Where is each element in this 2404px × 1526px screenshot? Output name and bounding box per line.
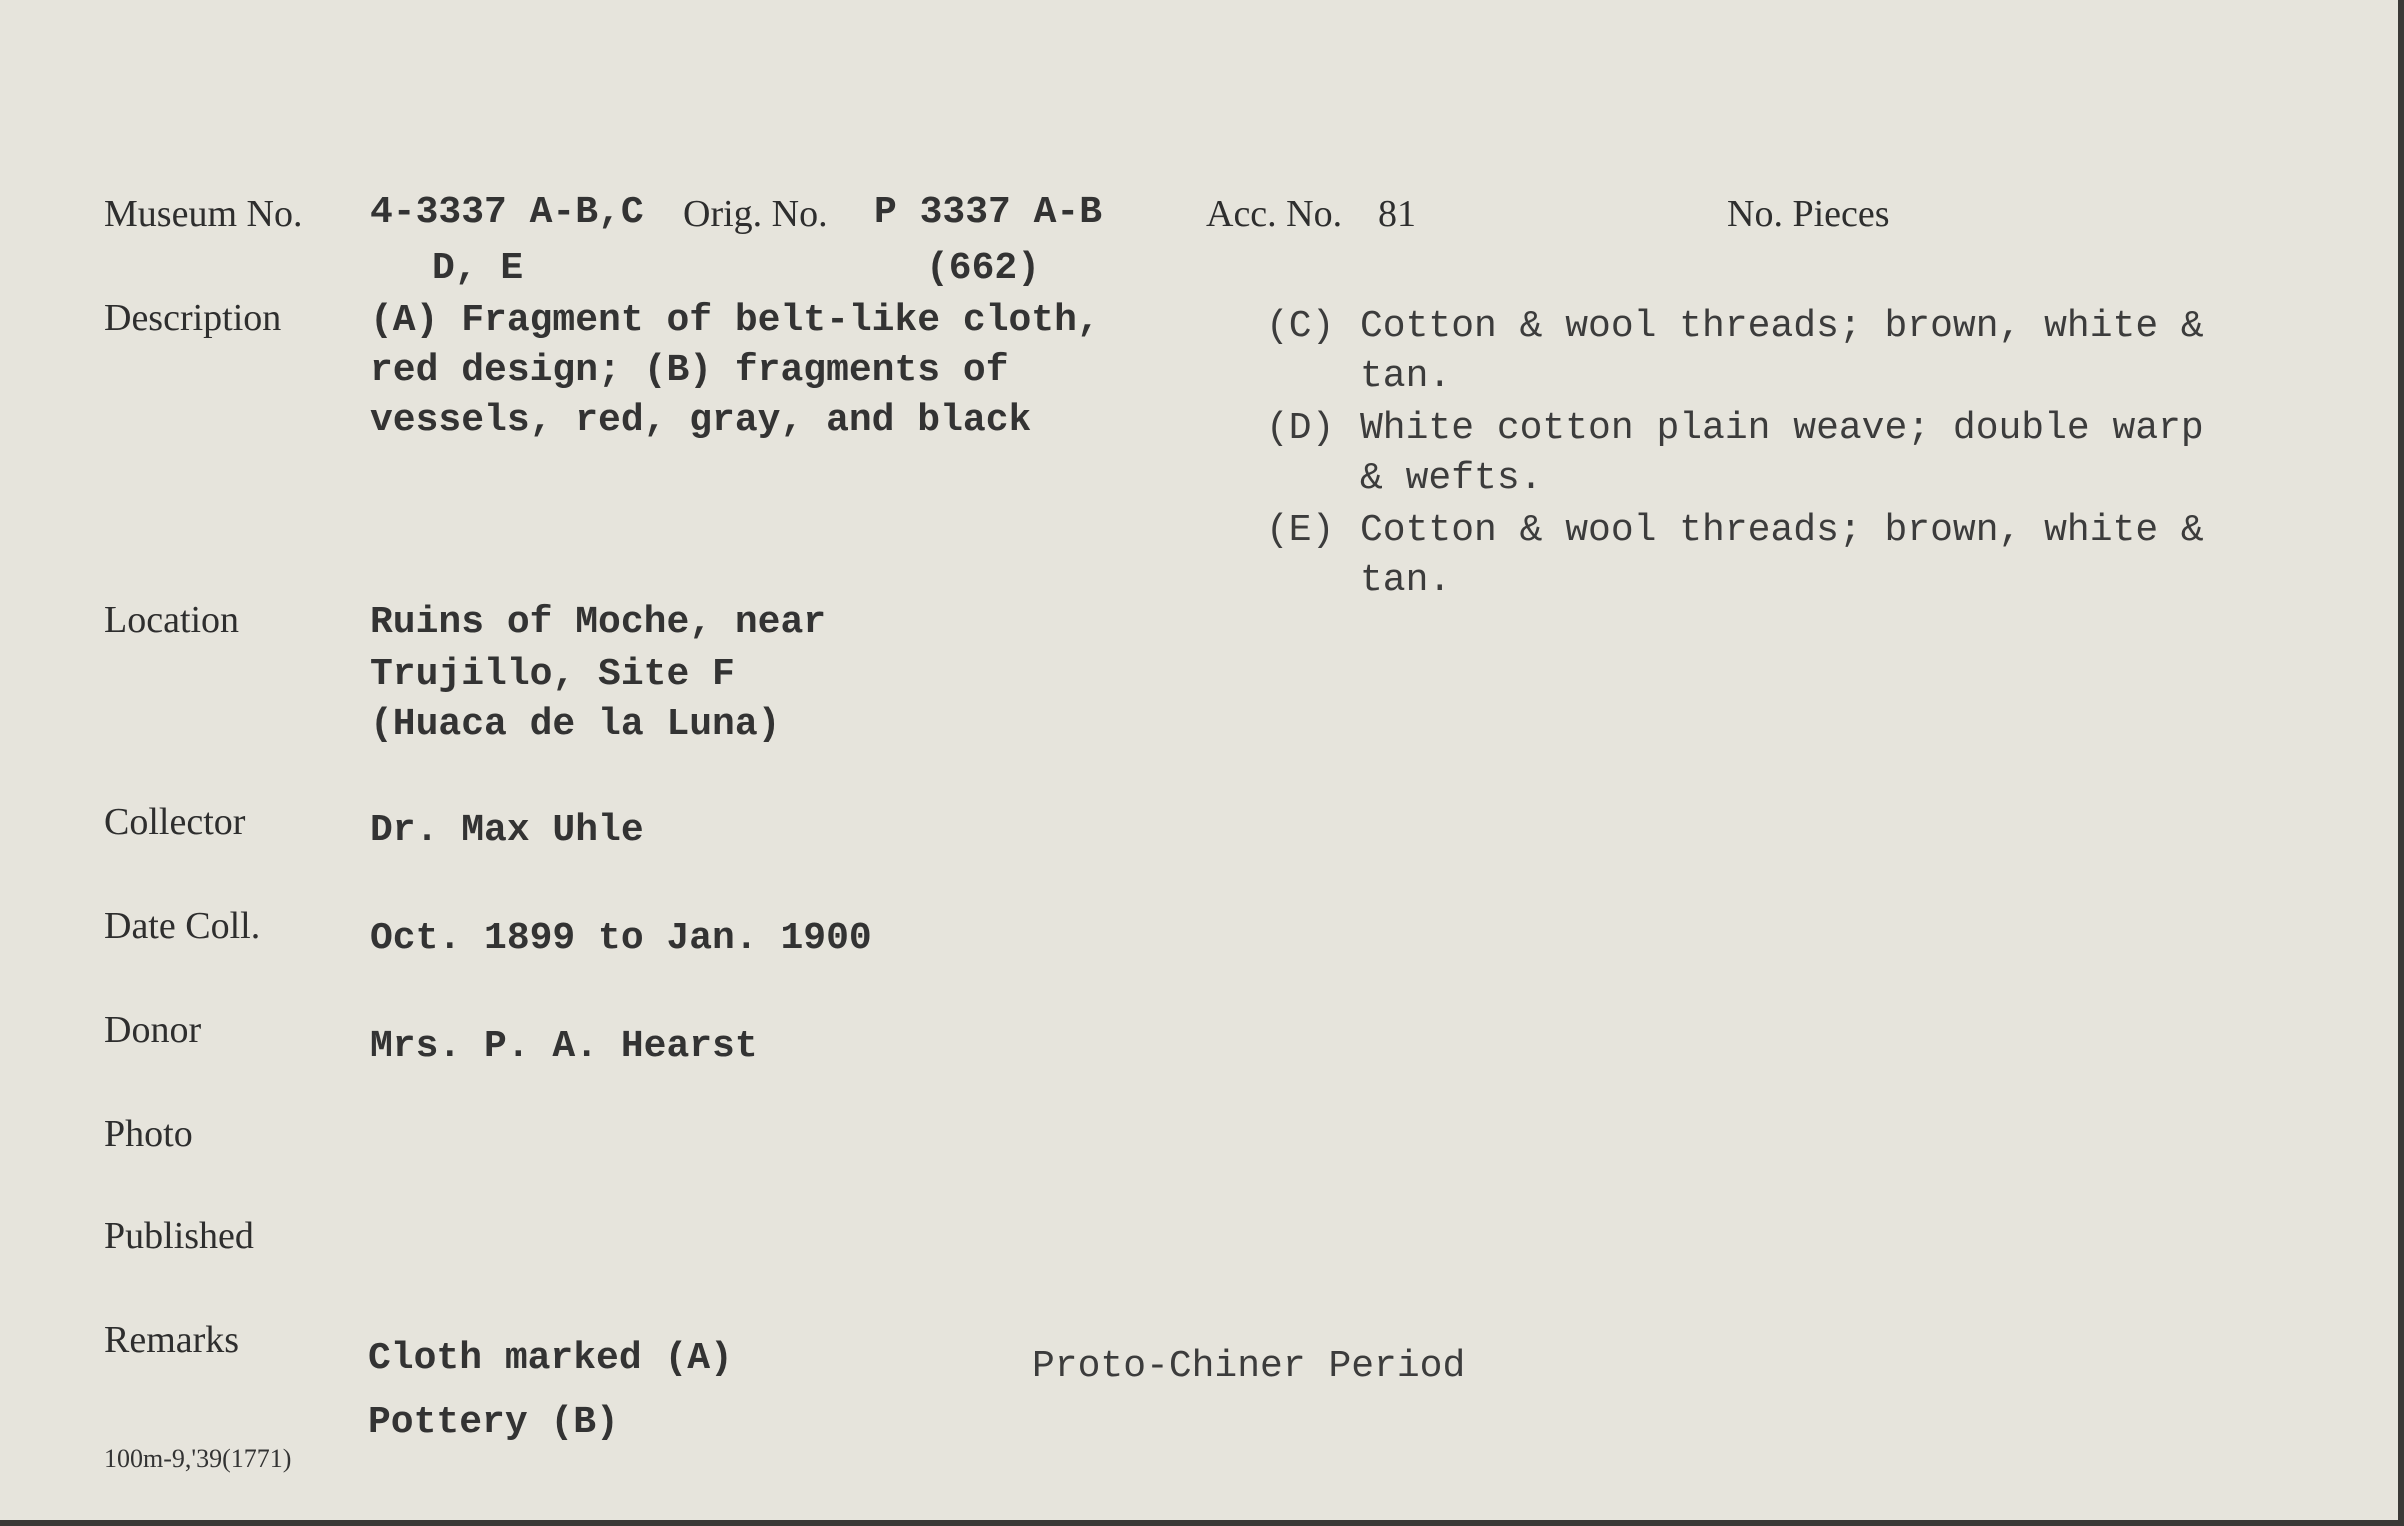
photo-label: Photo [104,1113,193,1155]
description-line-2: red design; (B) fragments of [370,349,1009,392]
location-line-2: Trujillo, Site F [370,653,735,696]
description-line-1: (A) Fragment of belt-like cloth, [370,299,1100,342]
orig-no-value: P 3337 A-B [874,191,1103,234]
print-code: 100m-9,'39(1771) [104,1444,292,1473]
description-d-line-1: White cotton plain weave; double warp [1360,407,2204,450]
collector-label: Collector [104,801,246,843]
orig-no-label: Orig. No. [683,193,828,235]
location-label: Location [104,599,240,641]
description-c-line-1: Cotton & wool threads; brown, white & [1360,305,2204,348]
published-label: Published [104,1215,254,1257]
description-e-marker: (E) [1266,509,1335,552]
museum-no-value: 4-3337 A-B,C [370,191,644,234]
description-d-marker: (D) [1266,407,1335,450]
date-coll-label: Date Coll. [104,905,261,947]
description-d-line-2: & wefts. [1360,457,1543,500]
donor-label: Donor [104,1009,202,1051]
remarks-label: Remarks [104,1319,240,1361]
collector-value: Dr. Max Uhle [370,809,644,852]
no-pieces-label: No. Pieces [1727,193,1890,235]
description-e-line-2: tan. [1360,559,1452,602]
description-line-3: vessels, red, gray, and black [370,399,1032,442]
acc-no-value: 81 [1378,193,1416,235]
description-e-line-1: Cotton & wool threads; brown, white & [1360,509,2204,552]
donor-value: Mrs. P. A. Hearst [370,1025,758,1068]
museum-no-continuation: D, E [432,247,524,290]
description-label: Description [104,297,282,339]
acc-no-label: Acc. No. [1206,193,1343,235]
remarks-period: Proto-Chiner Period [1032,1345,1466,1388]
orig-no-sub: (662) [926,247,1041,290]
remarks-line-1: Cloth marked (A) [368,1337,733,1380]
description-c-line-2: tan. [1360,355,1452,398]
date-coll-value: Oct. 1899 to Jan. 1900 [370,917,872,960]
museum-no-label: Museum No. [104,193,303,235]
location-line-3: (Huaca de la Luna) [370,703,781,746]
description-c-marker: (C) [1266,305,1335,348]
remarks-line-2: Pottery (B) [368,1401,619,1444]
location-line-1: Ruins of Moche, near [370,601,827,644]
